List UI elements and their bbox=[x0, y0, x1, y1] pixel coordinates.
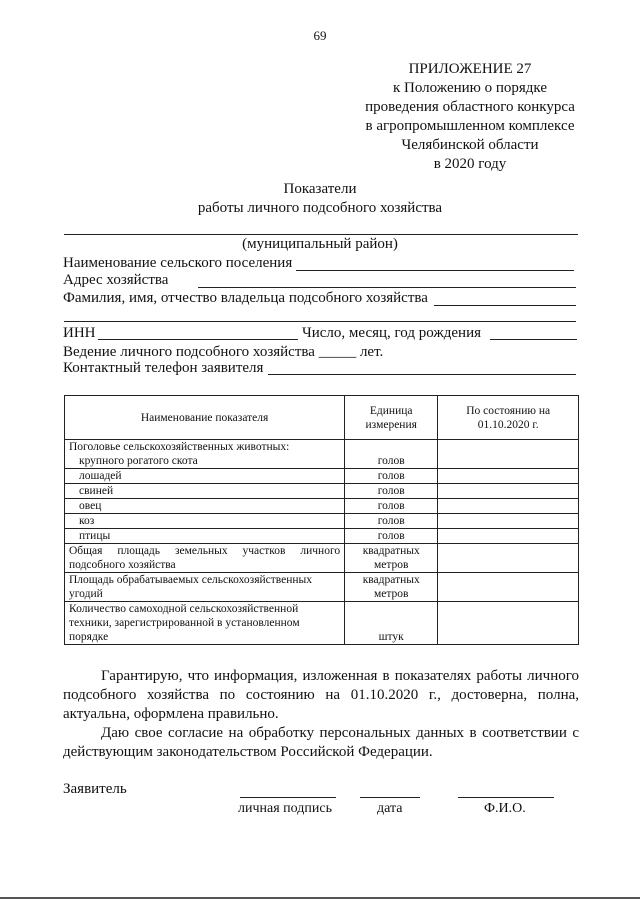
unit-cell: голов bbox=[345, 469, 438, 484]
land-total-name: Общая площадь земельных участков личного подсобного хозяйства bbox=[65, 544, 345, 573]
inn-field[interactable] bbox=[98, 339, 298, 340]
unit-cell: голов bbox=[345, 484, 438, 499]
settlement-field[interactable] bbox=[296, 270, 574, 271]
value-cell[interactable] bbox=[438, 499, 579, 514]
appendix-line: к Положению о порядке bbox=[393, 80, 547, 96]
appendix-title: ПРИЛОЖЕНИЕ 27 bbox=[408, 61, 532, 77]
signature-field[interactable] bbox=[240, 797, 336, 798]
unit-cell: штук bbox=[345, 602, 438, 645]
header-indicator-name: Наименование показателя bbox=[65, 396, 345, 440]
phone-label: Контактный телефон заявителя bbox=[63, 360, 264, 376]
group-label-text: Поголовье сельскохозяйственных животных: bbox=[69, 441, 290, 453]
appendix-line: проведения областного конкурса bbox=[365, 99, 575, 115]
appendix-line: в 2020 году bbox=[433, 156, 507, 172]
animal-name: овец bbox=[65, 499, 345, 514]
table-header-row bbox=[65, 396, 579, 440]
settlement-label: Наименование сельского поселения bbox=[63, 255, 293, 271]
machinery-name: Количество самоходной сельскохозяйственной техники, зарегистрированной в установленном порядке bbox=[65, 602, 345, 645]
unit-cell: квадратных метров bbox=[345, 573, 438, 602]
municipal-district-line[interactable] bbox=[64, 234, 578, 235]
page-number: 69 bbox=[313, 28, 327, 43]
value-cell[interactable] bbox=[438, 484, 579, 499]
table-row bbox=[65, 573, 579, 602]
header-date: По состоянию на 01.10.2020 г. bbox=[438, 396, 579, 440]
document-title bbox=[0, 180, 640, 218]
value-cell[interactable] bbox=[438, 440, 579, 469]
header-unit: Единица измерения bbox=[345, 396, 438, 440]
animal-name: крупного рогатого скота bbox=[79, 455, 198, 467]
owner-field-continuation[interactable] bbox=[64, 321, 576, 322]
owner-field[interactable] bbox=[434, 305, 576, 306]
value-cell[interactable] bbox=[438, 544, 579, 573]
birthdate-field[interactable] bbox=[490, 339, 577, 340]
name-caption: Ф.И.О. bbox=[484, 801, 526, 816]
group-label bbox=[65, 440, 345, 469]
phone-field[interactable] bbox=[268, 374, 576, 375]
signature-caption: личная подпись bbox=[238, 801, 332, 816]
appendix-header bbox=[330, 60, 610, 174]
address-label: Адрес хозяйства bbox=[63, 272, 169, 288]
animal-name: птицы bbox=[65, 529, 345, 544]
applicant-label: Заявитель bbox=[63, 781, 127, 797]
table-row bbox=[65, 484, 579, 499]
animal-name: лошадей bbox=[65, 469, 345, 484]
table-row bbox=[65, 469, 579, 484]
consent-statement: Даю свое согласие на обработку персональных данных в соответствии с действующим законодательством Российской Федерации. bbox=[63, 725, 579, 760]
animal-name: свиней bbox=[65, 484, 345, 499]
document-title-line2: работы личного подсобного хозяйства bbox=[197, 200, 443, 216]
unit-cell: голов bbox=[345, 529, 438, 544]
statements bbox=[63, 667, 579, 762]
address-field[interactable] bbox=[198, 287, 576, 288]
unit-cell: голов bbox=[345, 514, 438, 529]
value-cell[interactable] bbox=[438, 469, 579, 484]
appendix-line: в агропромышленном комплексе bbox=[365, 118, 575, 134]
unit-cell: голов bbox=[345, 499, 438, 514]
table-row bbox=[65, 440, 579, 469]
value-cell[interactable] bbox=[438, 529, 579, 544]
birthdate-label: Число, месяц, год рождения bbox=[302, 325, 481, 341]
value-cell[interactable] bbox=[438, 602, 579, 645]
table-row bbox=[65, 544, 579, 573]
guarantee-statement: Гарантирую, что информация, изложенная в показателях работы личного подсобного хозяйства по состоянию на 01.10.2020 г., достоверна, полна, актуальна, оформлена правильно. bbox=[63, 668, 579, 722]
table-row bbox=[65, 514, 579, 529]
unit-cell: квадратных метров bbox=[345, 544, 438, 573]
unit-cell: голов bbox=[345, 440, 438, 469]
table-row bbox=[65, 602, 579, 645]
animal-name: коз bbox=[65, 514, 345, 529]
indicators-table bbox=[64, 395, 579, 645]
appendix-line: Челябинской области bbox=[401, 137, 539, 153]
land-cultivated-name: Площадь обрабатываемых сельскохозяйственных угодий bbox=[65, 573, 345, 602]
table-row bbox=[65, 529, 579, 544]
value-cell[interactable] bbox=[438, 514, 579, 529]
table-row bbox=[65, 499, 579, 514]
page-bottom-edge bbox=[0, 897, 640, 899]
farming-years-label: Ведение личного подсобного хозяйства _____ лет. bbox=[63, 344, 384, 360]
owner-label: Фамилия, имя, отчество владельца подсобного хозяйства bbox=[63, 290, 428, 306]
date-field[interactable] bbox=[360, 797, 420, 798]
name-field[interactable] bbox=[458, 797, 554, 798]
value-cell[interactable] bbox=[438, 573, 579, 602]
municipal-district-caption: (муниципальный район) bbox=[242, 236, 398, 252]
date-caption: дата bbox=[377, 801, 403, 816]
inn-label: ИНН bbox=[63, 325, 96, 341]
document-title-line1: Показатели bbox=[283, 181, 357, 197]
